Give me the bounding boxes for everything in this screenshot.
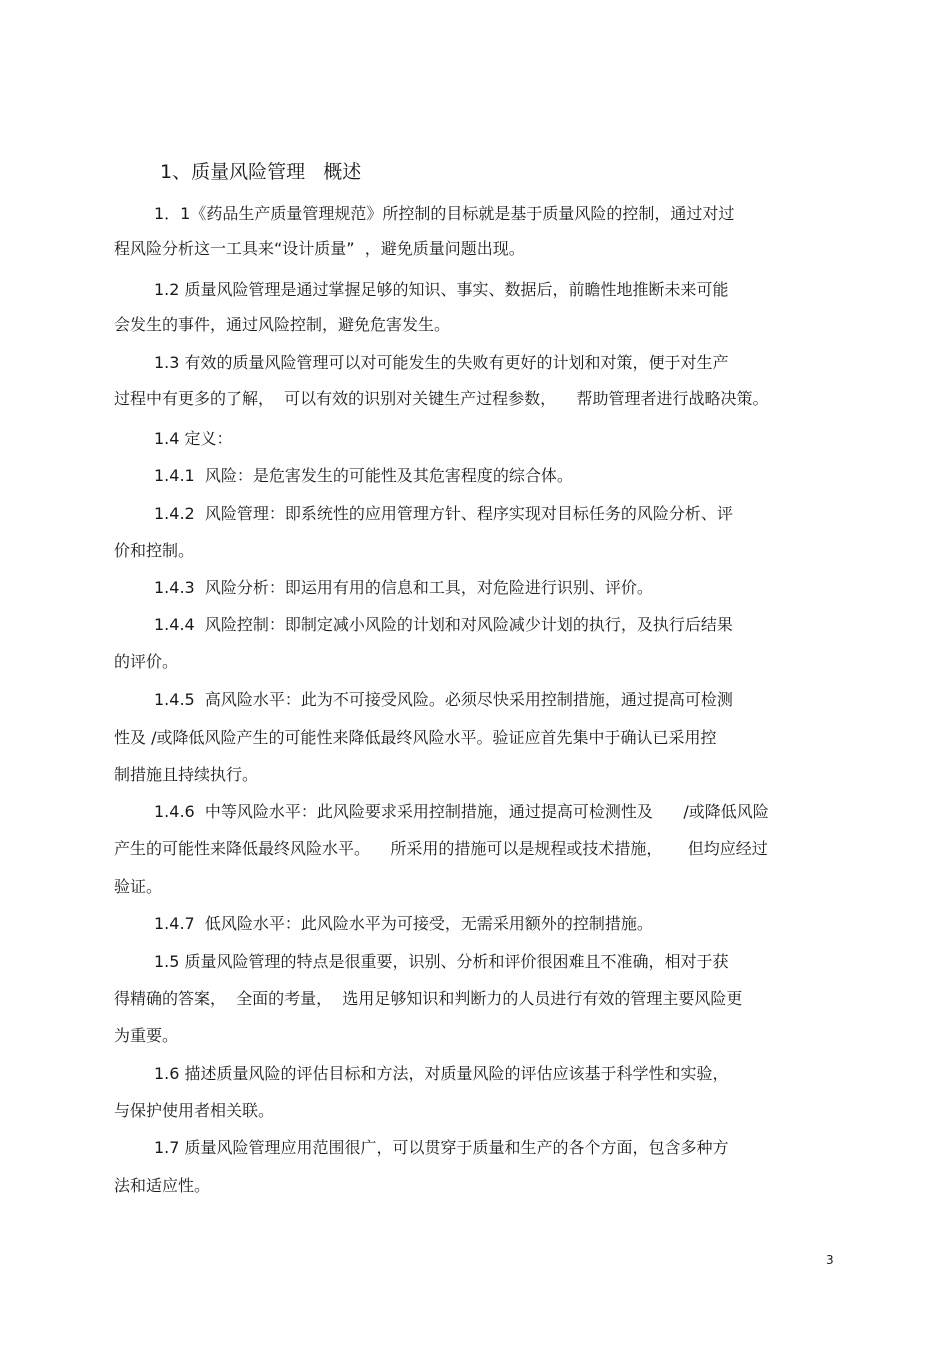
paragraph-1-6-line-2: 与保护使用者相关联。 (114, 1101, 275, 1120)
paragraph-1-4-6-line-3: 验证。 (114, 877, 163, 896)
paragraph-1-2-line-1: 1.2 质量风险管理是通过掌握足够的知识、事实、数据后，前瞻性地推断未来可能 (154, 280, 729, 299)
paragraph-1-7-line-2: 法和适应性。 (114, 1176, 211, 1195)
paragraph-1-6-line-1: 1.6 描述质量风险的评估目标和方法，对质量风险的评估应该基于科学性和实验， (154, 1064, 729, 1083)
paragraph-1-4: 1.4 定义： (154, 429, 233, 448)
paragraph-1-4-6-line-1: 1.4.6 中等风险水平：此风险要求采用控制措施，通过提高可检测性及 /或降低风险 (154, 802, 769, 821)
paragraph-1-4-3: 1.4.3 风险分析：即运用有用的信息和工具，对危险进行识别、评价。 (154, 578, 653, 597)
paragraph-1-4-4-line-2: 的评价。 (114, 652, 179, 671)
section-title: 1、质量风险管理 概述 (160, 161, 362, 183)
paragraph-1-5-line-2: 得精确的答案， 全面的考量， 选用足够知识和判断力的人员进行有效的管理主要风险更 (114, 989, 743, 1008)
paragraph-1-4-4-line-1: 1.4.4 风险控制：即制定减小风险的计划和对风险减少计划的执行，及执行后结果 (154, 615, 733, 634)
paragraph-1-4-5-line-3: 制措施且持续执行。 (114, 765, 259, 784)
paragraph-1-4-2-line-2: 价和控制。 (114, 541, 195, 560)
paragraph-1-4-5-line-2: 性及 /或降低风险产生的可能性来降低最终风险水平。验证应首先集中于确认已采用控 (114, 728, 717, 747)
paragraph-1-4-2-line-1: 1.4.2 风险管理：即系统性的应用管理方针、程序实现对目标任务的风险分析、评 (154, 504, 733, 523)
page-number: 3 (826, 1253, 834, 1267)
paragraph-1-5-line-1: 1.5 质量风险管理的特点是很重要，识别、分析和评价很困难且不准确，相对于获 (154, 952, 729, 971)
paragraph-1-1-line-1: 1．1《药品生产质量管理规范》所控制的目标就是基于质量风险的控制，通过对过 (154, 204, 735, 223)
paragraph-1-4-6-line-2: 产生的可能性来降低最终风险水平。 所采用的措施可以是规程或技术措施， 但均应经过 (114, 839, 768, 858)
paragraph-1-7-line-1: 1.7 质量风险管理应用范围很广，可以贯穿于质量和生产的各个方面，包含多种方 (154, 1138, 729, 1157)
paragraph-1-3-line-2: 过程中有更多的了解， 可以有效的识别对关键生产过程参数， 帮助管理者进行战略决策。 (114, 389, 769, 408)
paragraph-1-3-line-1: 1.3 有效的质量风险管理可以对可能发生的失败有更好的计划和对策，便于对生产 (154, 353, 729, 372)
paragraph-1-4-1: 1.4.1 风险：是危害发生的可能性及其危害程度的综合体。 (154, 466, 573, 485)
paragraph-1-2-line-2: 会发生的事件，通过风险控制，避免危害发生。 (114, 315, 451, 334)
paragraph-1-1-line-2: 程风险分析这一工具来“设计质量” ，避免质量问题出现。 (114, 239, 525, 258)
paragraph-1-5-line-3: 为重要。 (114, 1026, 179, 1045)
paragraph-1-4-5-line-1: 1.4.5 高风险水平：此为不可接受风险。必须尽快采用控制措施，通过提高可检测 (154, 690, 733, 709)
paragraph-1-4-7: 1.4.7 低风险水平：此风险水平为可接受，无需采用额外的控制措施。 (154, 914, 653, 933)
